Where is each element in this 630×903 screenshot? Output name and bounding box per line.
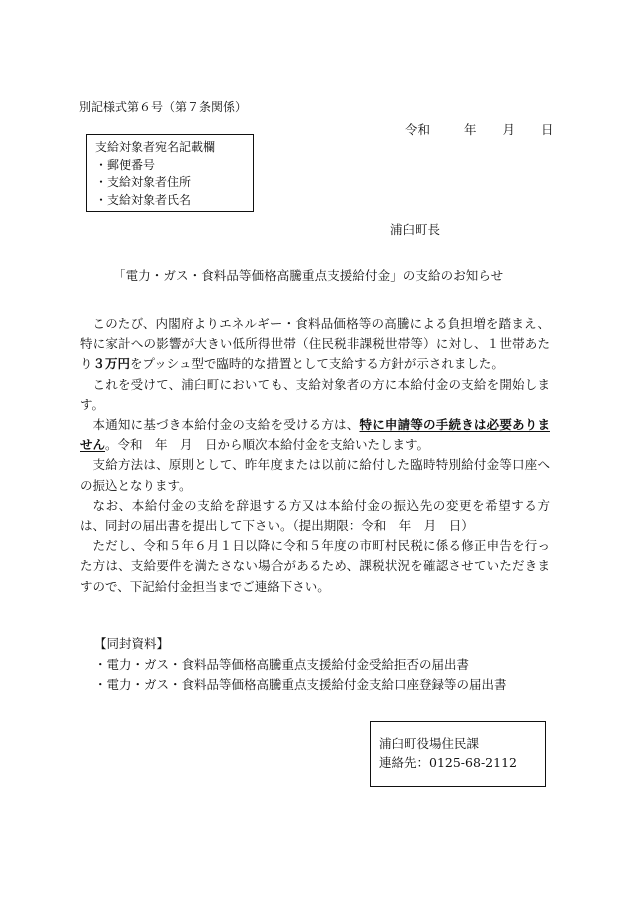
paragraph-3-b: 。令和 年 月 日から順次本給付金を支給いたします。 — [105, 437, 430, 453]
date-era: 令和 — [405, 122, 431, 137]
date-month: 月 — [502, 122, 516, 137]
paragraph-1 — [80, 314, 550, 375]
paragraph-3 — [80, 415, 550, 455]
enclosures — [94, 634, 507, 696]
paragraph-4: 支給方法は、原則として、昨年度または以前に給付した臨時特別給付金等口座への振込となります。 — [80, 457, 550, 493]
paragraph-2: これを受けて、浦臼町においても、支給対象者の方に本給付金の支給を開始します。 — [80, 376, 550, 412]
contact-box — [370, 721, 546, 787]
contact-phone: 連絡先：0125-68-2112 — [379, 755, 517, 770]
address-box-heading: 支給対象者宛名記載欄 — [95, 140, 216, 154]
form-label: 別記様式第６号（第７条関係） — [79, 100, 248, 114]
contact-department: 浦臼町役場住民課 — [379, 736, 480, 751]
paragraph-1-b: をプッシュ型で臨時的な措置として支給する方針が示されました。 — [130, 356, 504, 372]
enclosure-item: ・電力・ガス・食料品等価格高騰重点支援給付金受給拒否の届出書 — [94, 656, 470, 672]
paragraph-3-emphasis: 特に申請等の手続きは必要ありません — [80, 417, 550, 453]
address-box — [86, 134, 254, 212]
address-item-name: ・支給対象者氏名 — [95, 192, 192, 207]
paragraph-5: なお、本給付金の支給を辞退する方又は本給付金の振込先の変更を希望する方は、同封の届出書を提出して下さい。（提出期限：令和 年 月 日） — [80, 497, 550, 534]
sender: 浦臼町長 — [390, 222, 441, 237]
body-text — [80, 314, 550, 597]
enclosures-heading: 【同封資料】 — [94, 636, 170, 651]
date-line — [405, 120, 554, 138]
address-item-address: ・支給対象者住所 — [95, 175, 192, 189]
paragraph-1-a: このたび、内閣府よりエネルギー・食料品価格等の高騰による負担増を踏まえ、特に家計への影響が大きい低所得世帯（住民税非課税世帯等）に対し、１世帯あたり — [80, 316, 550, 372]
date-day: 日 — [541, 122, 554, 137]
paragraph-1-amount: ３万円 — [92, 356, 131, 372]
paragraph-3-a: 本通知に基づき本給付金の支給を受ける方は、 — [92, 417, 360, 433]
document-title: 「電力・ガス・食料品等価格高騰重点支援給付金」の支給のお知らせ — [113, 268, 504, 283]
date-year: 年 — [464, 122, 477, 137]
address-item-postal: ・郵便番号 — [95, 157, 156, 172]
paragraph-6: ただし、令和５年６月１日以降に令和５年度の市町村民税に係る修正申告を行った方は、支給要件を満たさない場合があるため、課税状況を確認させていただきますので、下記給付金担当までご連絡下さい。 — [80, 538, 550, 594]
enclosure-item: ・電力・ガス・食料品等価格高騰重点支援給付金支給口座登録等の届出書 — [94, 677, 507, 692]
